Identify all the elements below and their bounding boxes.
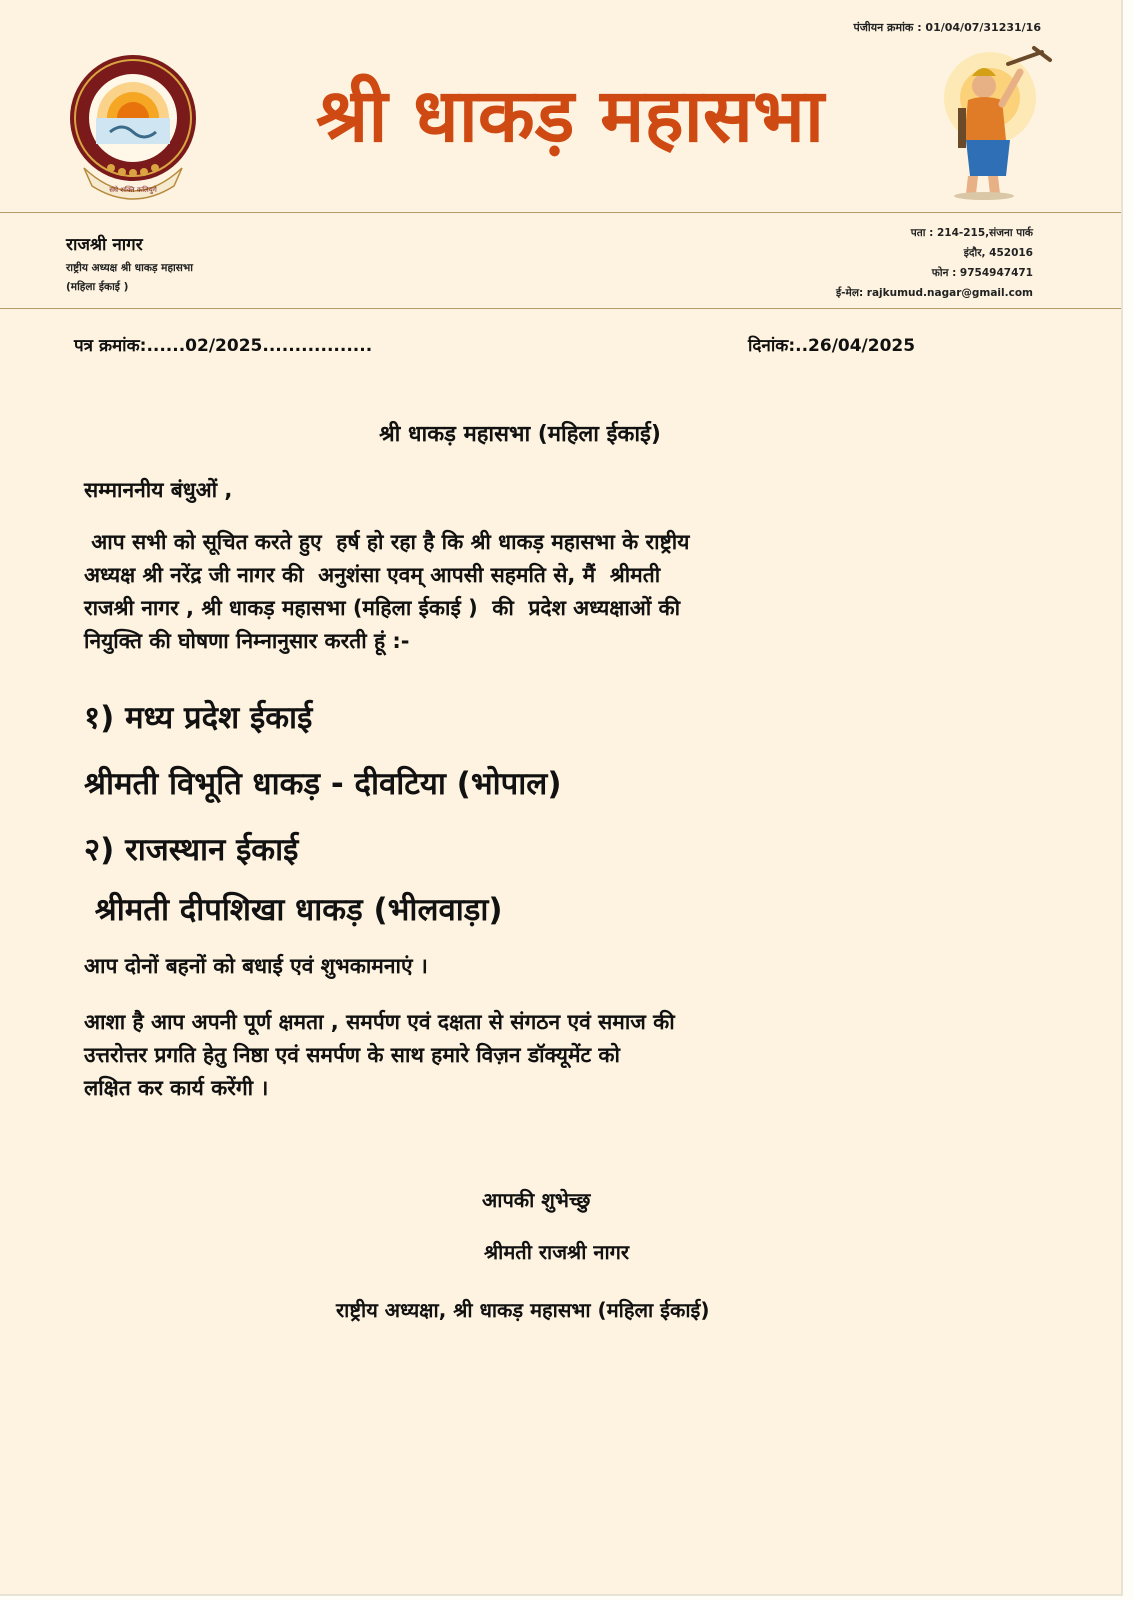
salutation: सम्माननीय बंधुओं ,: [84, 478, 233, 502]
unit-heading-rajasthan: २) राजस्थान ईकाई: [84, 832, 299, 868]
sender-designation: राष्ट्रीय अध्यक्ष श्री धाकड़ महासभा: [66, 262, 193, 274]
closing-line: लक्षित कर कार्य करेंगी ।: [84, 1076, 269, 1100]
organization-emblem-logo: [66, 52, 200, 202]
letter-reference-number: पत्र क्रमांक:......02/2025.................: [74, 336, 373, 356]
signature-title: राष्ट्रीय अध्यक्षा, श्री धाकड़ महासभा (महिला ईकाई): [336, 1298, 710, 1322]
email-address: ई-मेल: rajkumud.nagar@gmail.com: [836, 287, 1033, 299]
header-divider: [0, 212, 1121, 213]
sender-unit: (महिला ईकाई ): [66, 281, 129, 293]
intro-line: राजश्री नागर , श्री धाकड़ महासभा (महिला ईकाई ) की प्रदेश अध्यक्षाओं की: [84, 596, 681, 620]
closing-line: आशा है आप अपनी पूर्ण क्षमता , समर्पण एवं दक्षता से संगठन एवं समाज की: [84, 1010, 675, 1034]
appointee-madhya-pradesh: श्रीमती विभूति धाकड़ - दीवटिया (भोपाल): [84, 766, 562, 802]
signature-name: श्रीमती राजश्री नागर: [484, 1240, 630, 1264]
address-line: पता : 214-215,संजना पार्क: [910, 227, 1033, 239]
wishes-line: आप दोनों बहनों को बधाई एवं शुभकामनाएं ।: [84, 954, 428, 978]
unit-heading-madhya-pradesh: १) मध्य प्रदेश ईकाई: [84, 700, 313, 736]
intro-line: अध्यक्ष श्री नरेंद्र जी नागर की अनुशंसा एवम् आपसी सहमति से, मैं श्रीमती: [84, 563, 661, 587]
signature-greeting: आपकी शुभेच्छु: [482, 1188, 591, 1212]
sender-name: राजश्री नागर: [66, 235, 143, 255]
intro-paragraph: [84, 526, 984, 658]
phone-number: फोन : 9754947471: [931, 267, 1033, 279]
emblem-motto: संघे शक्ति कलियुगे: [109, 186, 157, 194]
closing-paragraph: [84, 1006, 984, 1105]
organization-title: श्री धाकड़ महासभा: [315, 73, 825, 159]
closing-line: उत्तरोत्तर प्रगति हेतु निष्ठा एवं समर्पण के साथ हमारे विज़न डॉक्यूमेंट को: [84, 1043, 620, 1067]
intro-line: आप सभी को सूचित करते हुए हर्ष हो रहा है कि श्री धाकड़ महासभा के राष्ट्रीय: [84, 530, 690, 554]
registration-number: पंजीयन क्रमांक : 01/04/07/31231/16: [853, 21, 1041, 34]
letter-date: दिनांक:..26/04/2025: [748, 336, 916, 356]
address-city: इंदौर, 452016: [963, 247, 1033, 259]
deity-illustration: [938, 42, 1056, 200]
intro-line: नियुक्ति की घोषणा निम्नानुसार करती हूं :-: [84, 629, 410, 653]
letter-heading: श्री धाकड़ महासभा (महिला ईकाई): [379, 422, 661, 447]
subheader-divider: [0, 308, 1121, 309]
appointee-rajasthan: श्रीमती दीपशिखा धाकड़ (भीलवाड़ा): [84, 892, 503, 928]
